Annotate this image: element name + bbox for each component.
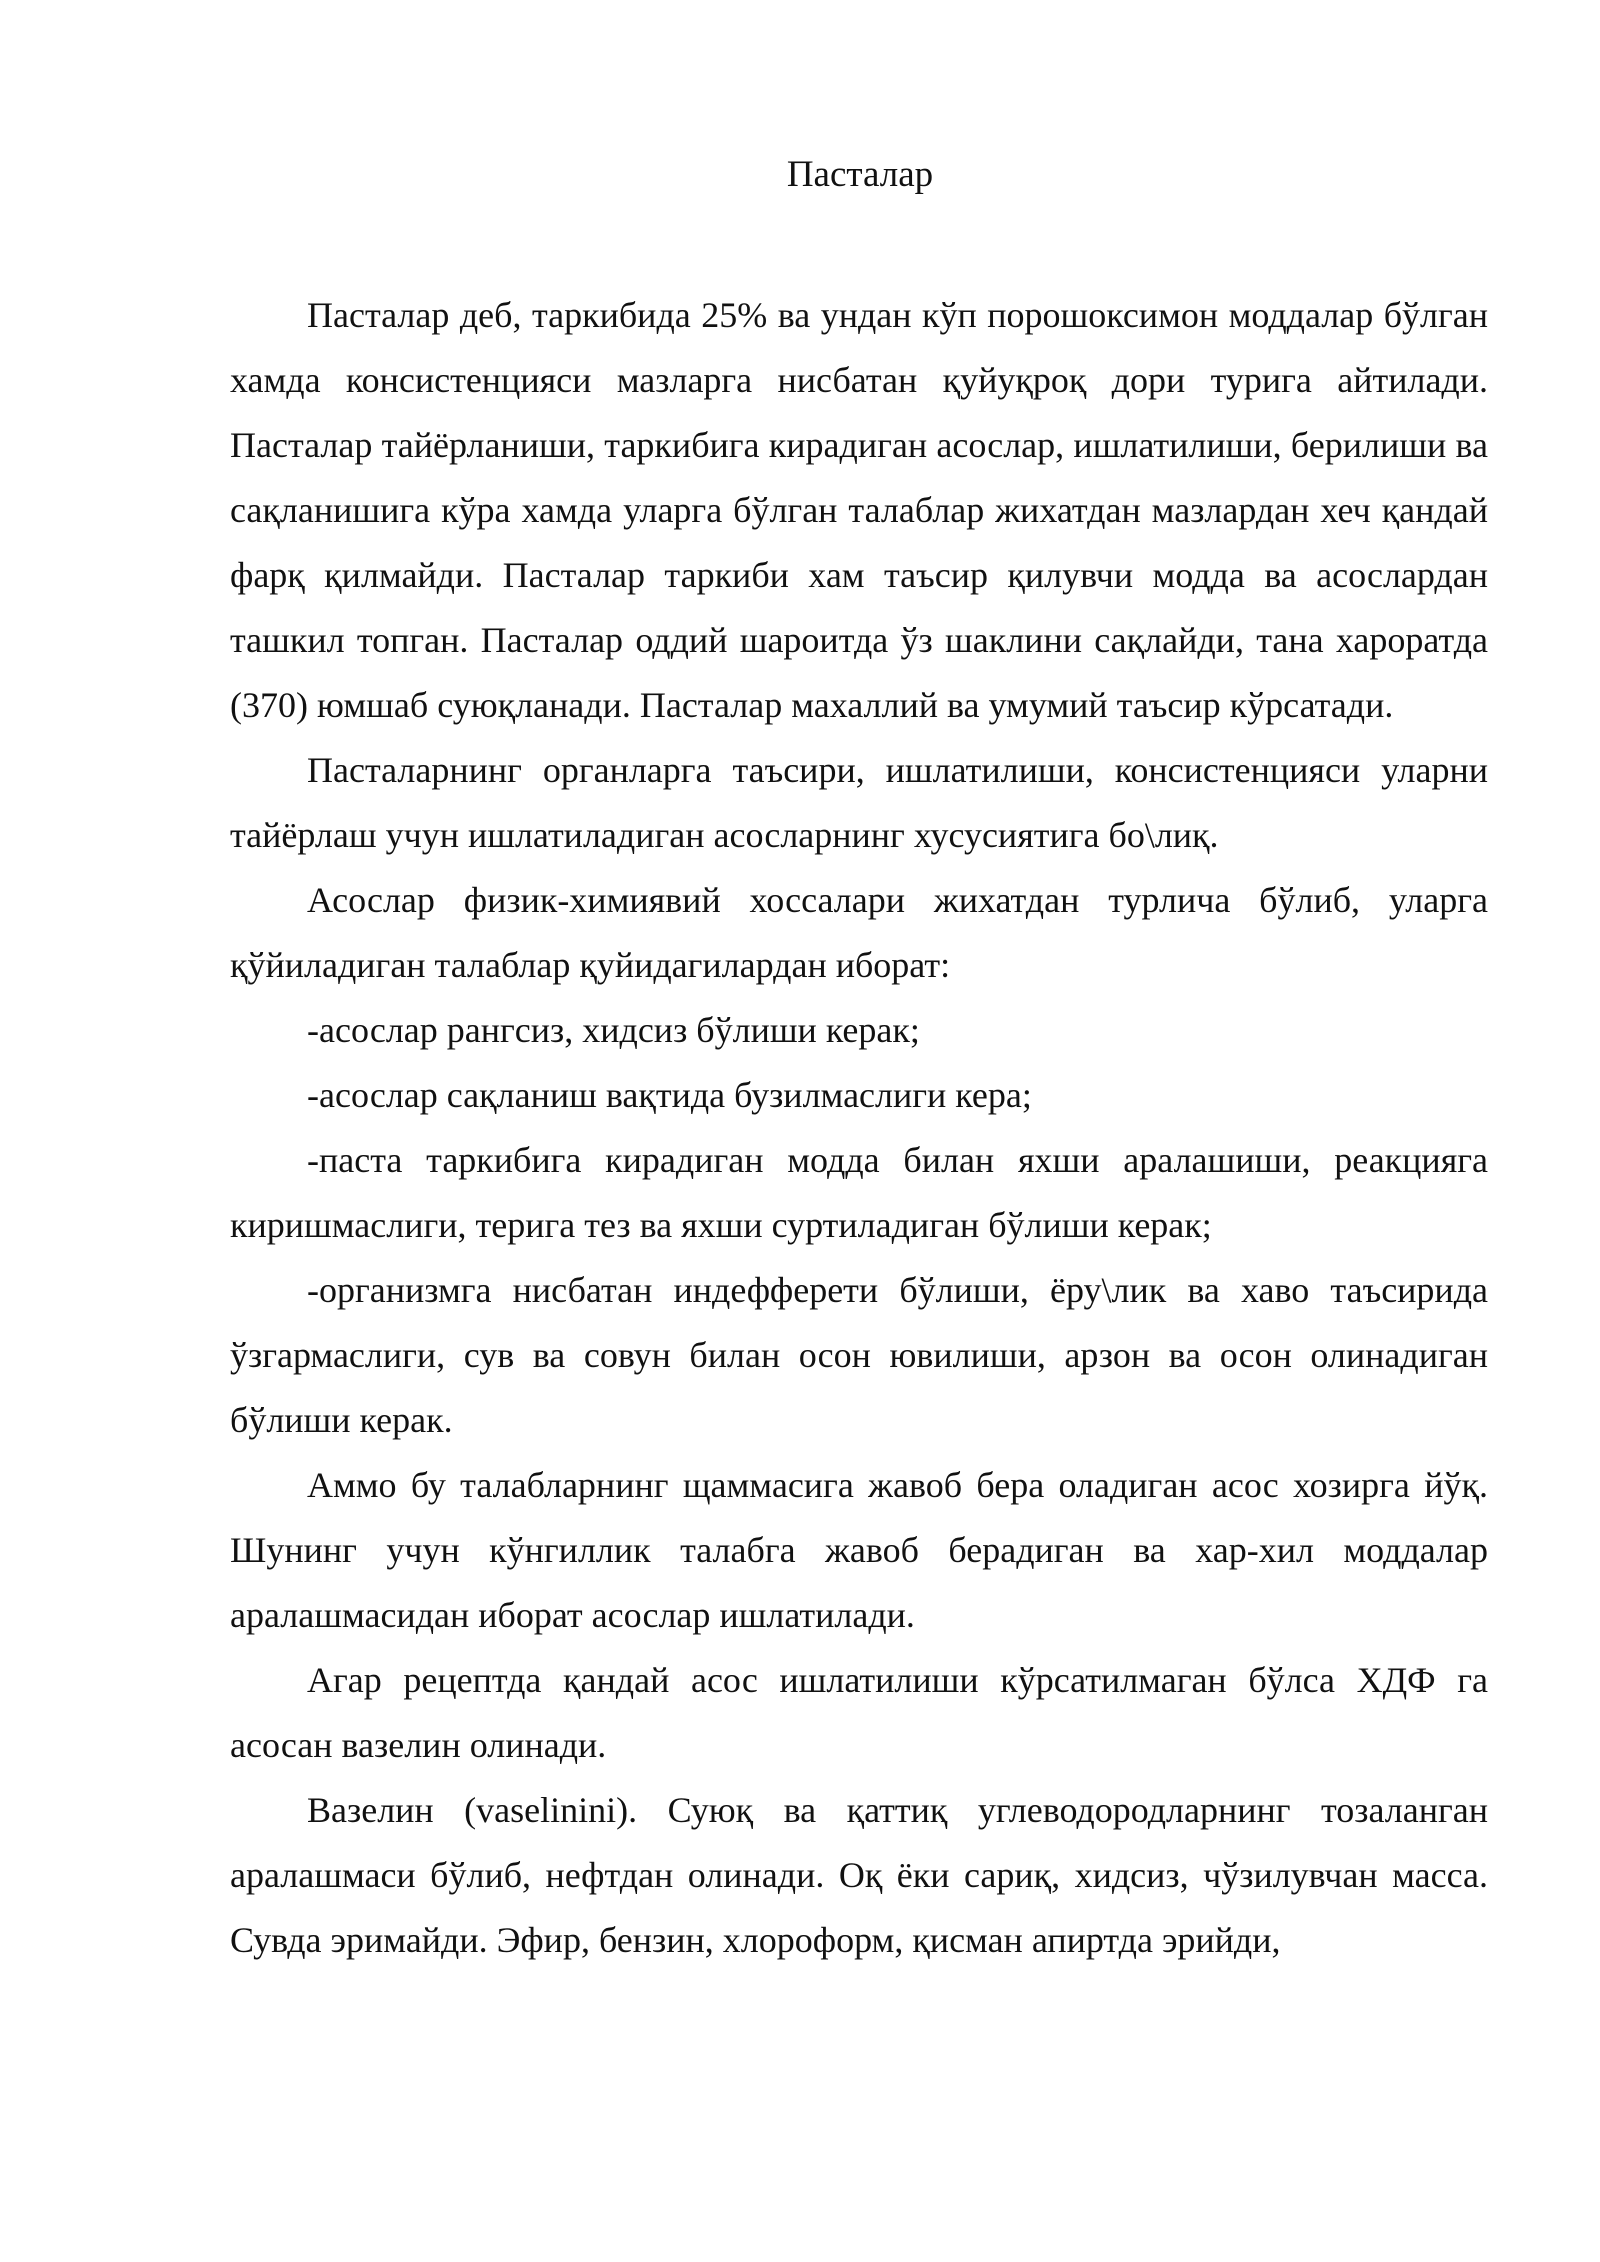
list-item-indifferent: -организмга нисбатан индефферети бўлиши, ёру\лик ва хаво таъсирида ўзгармаслиги, сув ва совун билан осон ювилиши, арзон ва осон олинадиган бўлиши керак.: [230, 1270, 1488, 1440]
paragraph-recipe: Агар рецептда қандай асос ишлатилиши кўрсатилмаган бўлса ХДФ га асосан вазелин олинади.: [230, 1660, 1488, 1765]
list-item-colorless: -асослар рангсиз, хидсиз бўлиши керак;: [307, 1010, 920, 1050]
document-body: [230, 283, 1488, 1973]
paragraph-definition: Пасталар деб, таркибида 25% ва ундан кўп порошоксимон моддалар бўлган хамда консистенцияси мазларга нисбатан қуйуқроқ дори турига айтилади. Пасталар тайёрланиши, таркибига кирадиган асослар, ишлатилиши, берилиши ва сақланишига кўра хамда уларга бўлган талаблар жихатдан мазлардан хеч қандай фарқ қилмайди. Пасталар таркиби хам таъсир қилувчи модда ва асослардан ташкил топган. Пасталар оддий шароитда ўз шаклини сақлайди, тана хароратда (370) юмшаб суюқланади. Пасталар махаллий ва умумий таъсир кўрсатади.: [230, 295, 1488, 725]
list-item-mixing: -паста таркибига кирадиган модда билан яхши аралашиши, реакцияга киришмаслиги, терига тез ва яхши суртиладиган бўлиши керак;: [230, 1140, 1488, 1245]
paragraph-vaseline: Вазелин (vaselinini). Суюқ ва қаттиқ углеводородларнинг тозаланган аралашмаси бўлиб, нефтдан олинади. Оқ ёки сариқ, хидсиз, чўзилувчан масса. Сувда эримайди. Эфир, бензин, хлороформ, қисман апиртда эрийди,: [230, 1790, 1488, 1960]
paragraph-properties: Пасталарнинг органларга таъсири, ишлатилиши, консистенцияси уларни тайёрлаш учун ишлатиладиган асосларнинг хусусиятига бо\лиқ.: [230, 750, 1488, 855]
list-item-storage: -асослар сақланиш вақтида бузилмаслиги кера;: [307, 1075, 1032, 1115]
document-title: Пасталар: [786, 154, 934, 195]
paragraph-base-requirements: Асослар физик-химиявий хоссалари жихатдан турлича бўлиб, уларга қўйиладиган талаблар қуйидагилардан иборат:: [230, 880, 1488, 985]
paragraph-no-ideal-base: Аммо бу талабларнинг щаммасига жавоб бера оладиган асос хозирга йўқ. Шунинг учун кўнгиллик талабга жавоб берадиган ва хар-хил моддалар аралашмасидан иборат асослар ишлатилади.: [230, 1465, 1488, 1635]
